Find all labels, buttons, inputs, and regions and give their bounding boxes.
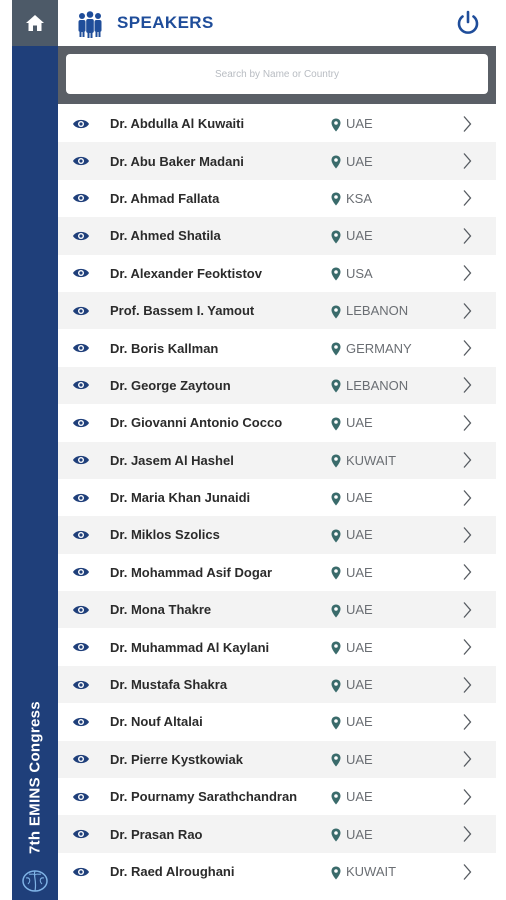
home-icon [25, 14, 45, 32]
speaker-name: Dr. Pournamy Sarathchandran [110, 789, 298, 805]
speaker-name: Dr. Jasem Al Hashel [110, 452, 234, 468]
chevron-right-icon[interactable] [462, 676, 472, 694]
location-pin-icon [331, 267, 341, 281]
speaker-country: UAE [346, 639, 373, 655]
brand-sidebar [12, 0, 58, 900]
eye-icon[interactable] [72, 267, 90, 279]
eye-icon[interactable] [72, 566, 90, 578]
eye-icon[interactable] [72, 230, 90, 242]
speaker-name: Dr. Abdulla Al Kuwaiti [110, 116, 245, 132]
location-pin-icon [331, 604, 341, 618]
speaker-name: Dr. Boris Kallman [110, 340, 219, 356]
power-icon[interactable] [454, 9, 482, 37]
congress-title: 7th EMINS Congress [26, 701, 44, 854]
chevron-right-icon[interactable] [462, 563, 472, 581]
speaker-country: UAE [346, 826, 373, 842]
location-pin-icon [331, 866, 341, 880]
speaker-country: LEBANON [346, 377, 409, 393]
eye-icon[interactable] [72, 679, 90, 691]
speaker-country: LEBANON [346, 303, 409, 319]
speaker-name: Dr. Mona Thakre [110, 602, 212, 618]
speaker-country: UAE [346, 153, 373, 169]
speaker-name: Dr. Miklos Szolics [110, 527, 220, 543]
speaker-list [58, 105, 496, 900]
chevron-right-icon[interactable] [462, 713, 472, 731]
eye-icon[interactable] [72, 118, 90, 130]
eye-icon[interactable] [72, 529, 90, 541]
chevron-right-icon[interactable] [462, 376, 472, 394]
eye-icon[interactable] [72, 454, 90, 466]
speaker-row[interactable] [58, 217, 496, 254]
eye-icon[interactable] [72, 492, 90, 504]
speaker-name: Dr. Ahmed Shatila [110, 228, 221, 244]
page-title: SPEAKERS [117, 13, 214, 32]
location-pin-icon [331, 753, 341, 767]
chevron-right-icon[interactable] [462, 302, 472, 320]
speaker-name: Dr. Muhammad Al Kaylani [110, 639, 270, 655]
chevron-right-icon[interactable] [462, 414, 472, 432]
location-pin-icon [331, 230, 341, 244]
eye-icon[interactable] [72, 155, 90, 167]
speaker-row[interactable] [58, 554, 496, 591]
speaker-country: USA [346, 265, 373, 281]
location-pin-icon [331, 342, 341, 356]
eye-icon[interactable] [72, 417, 90, 429]
speaker-country: UAE [346, 116, 373, 132]
speaker-row[interactable] [58, 628, 496, 665]
location-pin-icon [331, 791, 341, 805]
location-pin-icon [331, 192, 341, 206]
search-bar [58, 46, 496, 104]
eye-icon[interactable] [72, 828, 90, 840]
speaker-row[interactable] [58, 255, 496, 292]
eye-icon[interactable] [72, 342, 90, 354]
brain-logo-icon [20, 866, 50, 896]
app-header [58, 0, 496, 46]
chevron-right-icon[interactable] [462, 825, 472, 843]
speaker-name: Dr. Ahmad Fallata [110, 190, 220, 206]
location-pin-icon [331, 305, 341, 319]
eye-icon[interactable] [72, 641, 90, 653]
location-pin-icon [331, 679, 341, 693]
chevron-right-icon[interactable] [462, 788, 472, 806]
location-pin-icon [331, 566, 341, 580]
speaker-name: Dr. Pierre Kystkowiak [110, 751, 243, 767]
speaker-country: UAE [346, 490, 373, 506]
home-button[interactable] [12, 0, 58, 46]
chevron-right-icon[interactable] [462, 189, 472, 207]
location-pin-icon [331, 379, 341, 393]
chevron-right-icon[interactable] [462, 227, 472, 245]
eye-icon[interactable] [72, 716, 90, 728]
location-pin-icon [331, 716, 341, 730]
search-input[interactable] [66, 54, 488, 94]
speaker-row[interactable] [58, 853, 496, 890]
speaker-country: UAE [346, 677, 373, 693]
speaker-country: UAE [346, 714, 373, 730]
speaker-row[interactable] [58, 367, 496, 404]
location-pin-icon [331, 118, 341, 132]
location-pin-icon [331, 454, 341, 468]
speaker-row[interactable] [58, 741, 496, 778]
location-pin-icon [331, 641, 341, 655]
speaker-name: Dr. Maria Khan Junaidi [110, 490, 251, 506]
chevron-right-icon[interactable] [462, 115, 472, 133]
speaker-row[interactable] [58, 666, 496, 703]
speaker-name: Dr. George Zaytoun [110, 377, 231, 393]
speaker-row[interactable] [58, 442, 496, 479]
chevron-right-icon[interactable] [462, 489, 472, 507]
speaker-country: UAE [346, 228, 373, 244]
eye-icon[interactable] [72, 866, 90, 878]
chevron-right-icon[interactable] [462, 152, 472, 170]
speaker-country: UAE [346, 415, 373, 431]
speaker-country: UAE [346, 564, 373, 580]
speakers-group-icon [75, 8, 105, 38]
eye-icon[interactable] [72, 379, 90, 391]
speaker-row[interactable] [58, 142, 496, 179]
chevron-right-icon[interactable] [462, 526, 472, 544]
speaker-row[interactable] [58, 404, 496, 441]
eye-icon[interactable] [72, 604, 90, 616]
speaker-row[interactable] [58, 105, 496, 142]
location-pin-icon [331, 529, 341, 543]
speaker-name: Dr. Prasan Rao [110, 826, 203, 842]
chevron-right-icon[interactable] [462, 264, 472, 282]
chevron-right-icon[interactable] [462, 601, 472, 619]
speaker-row[interactable] [58, 703, 496, 740]
speaker-name: Dr. Mohammad Asif Dogar [110, 564, 273, 580]
speaker-country: UAE [346, 789, 373, 805]
speaker-row[interactable] [58, 516, 496, 553]
speaker-name: Dr. Raed Alroughani [110, 864, 235, 879]
speaker-country: UAE [346, 751, 373, 767]
speaker-country: GERMANY [346, 340, 412, 356]
speaker-row[interactable] [58, 180, 496, 217]
location-pin-icon [331, 492, 341, 506]
location-pin-icon [331, 828, 341, 842]
speaker-row[interactable] [58, 479, 496, 516]
speaker-name: Dr. Alexander Feoktistov [110, 265, 262, 281]
chevron-right-icon[interactable] [462, 339, 472, 357]
speaker-name: Dr. Giovanni Antonio Cocco [110, 415, 283, 431]
chevron-right-icon[interactable] [462, 638, 472, 656]
speaker-row[interactable] [58, 778, 496, 815]
location-pin-icon [331, 417, 341, 431]
speaker-country: UAE [346, 527, 373, 543]
eye-icon[interactable] [72, 753, 90, 765]
chevron-right-icon[interactable] [462, 750, 472, 768]
speaker-row[interactable] [58, 329, 496, 366]
speaker-name: Dr. Mustafa Shakra [110, 677, 228, 693]
speaker-country: UAE [346, 602, 373, 618]
speaker-name: Dr. Abu Baker Madani [110, 153, 244, 169]
eye-icon[interactable] [72, 305, 90, 317]
eye-icon[interactable] [72, 192, 90, 204]
speaker-country: KSA [346, 190, 373, 206]
chevron-right-icon[interactable] [462, 451, 472, 469]
chevron-right-icon[interactable] [462, 863, 472, 881]
speaker-name: Dr. Nouf Altalai [110, 714, 203, 730]
speaker-country: KUWAIT [346, 452, 397, 468]
speaker-name: Prof. Bassem I. Yamout [110, 303, 255, 319]
eye-icon[interactable] [72, 791, 90, 803]
speaker-country: KUWAIT [346, 864, 397, 879]
speaker-row[interactable] [58, 591, 496, 628]
speaker-row[interactable] [58, 292, 496, 329]
location-pin-icon [331, 155, 341, 169]
speaker-row[interactable] [58, 815, 496, 852]
